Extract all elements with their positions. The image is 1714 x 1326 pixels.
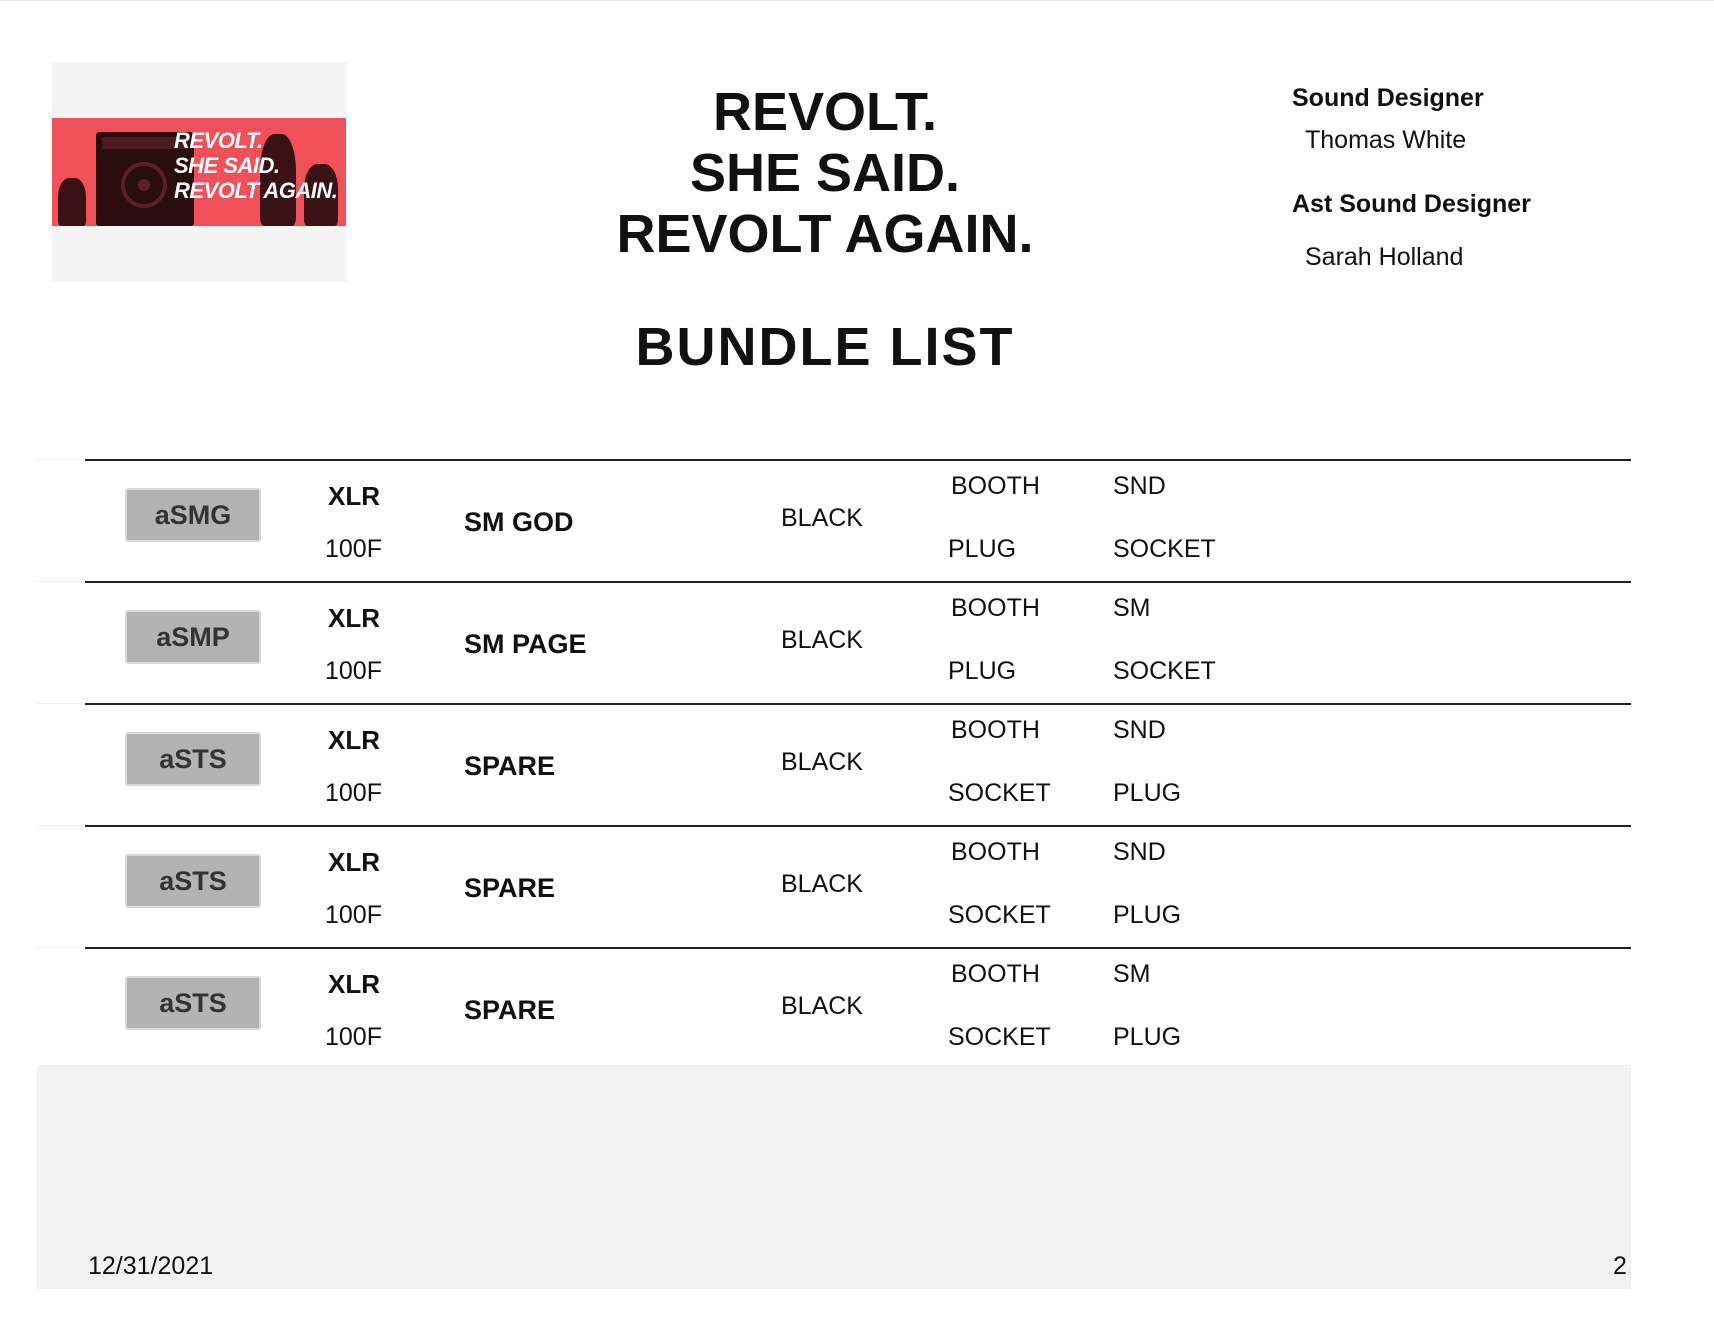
show-title <box>530 82 1120 265</box>
row-divider-fade <box>37 703 85 704</box>
from-connector: SOCKET <box>948 901 1051 929</box>
ast-sound-designer-label: Ast Sound Designer <box>1292 190 1531 218</box>
to-location: SND <box>1113 472 1166 500</box>
cable-length: 100F <box>325 1023 382 1051</box>
to-connector: SOCKET <box>1113 535 1216 563</box>
bundle-tag: aSTS <box>125 732 261 786</box>
table-row <box>0 459 1714 581</box>
cable-length: 100F <box>325 779 382 807</box>
from-connector: SOCKET <box>948 779 1051 807</box>
show-logo <box>52 62 346 282</box>
from-location: BOOTH <box>951 716 1040 744</box>
title-line: REVOLT AGAIN. <box>616 204 1034 264</box>
row-divider <box>85 947 1631 949</box>
from-location: BOOTH <box>951 472 1040 500</box>
title-line: SHE SAID. <box>689 143 961 203</box>
row-divider-fade <box>37 947 85 948</box>
ast-sound-designer-name: Sarah Holland <box>1305 243 1464 271</box>
cable-type: XLR <box>328 969 380 999</box>
table-row <box>0 581 1714 703</box>
logo-banner <box>52 118 346 226</box>
logo-text <box>174 128 337 203</box>
cable-length: 100F <box>325 657 382 685</box>
sound-designer-name: Thomas White <box>1305 126 1467 154</box>
from-location: BOOTH <box>951 838 1040 866</box>
from-location: BOOTH <box>951 594 1040 622</box>
page-number: 2 <box>1613 1252 1627 1280</box>
bundle-tag: aSTS <box>125 976 261 1030</box>
cable-color: BLACK <box>781 626 863 654</box>
bundle-tag: aSMP <box>125 610 261 664</box>
to-location: SM <box>1113 960 1151 988</box>
to-connector: PLUG <box>1113 1023 1182 1051</box>
row-divider-fade <box>37 459 85 460</box>
bundle-name: SPARE <box>464 995 556 1025</box>
top-rule <box>0 0 1714 1</box>
cable-length: 100F <box>325 901 382 929</box>
cable-color: BLACK <box>781 748 863 776</box>
logo-line: SHE SAID. <box>174 153 280 178</box>
row-divider-fade <box>37 825 85 826</box>
bundle-name: SM GOD <box>464 507 574 537</box>
logo-line: REVOLT. <box>174 128 263 153</box>
row-divider <box>85 703 1631 705</box>
to-location: SND <box>1113 838 1166 866</box>
from-location: BOOTH <box>951 960 1040 988</box>
bundle-name: SPARE <box>464 751 556 781</box>
bundle-name: SM PAGE <box>464 629 587 659</box>
to-connector: PLUG <box>1113 901 1182 929</box>
table-row <box>0 825 1714 947</box>
row-divider-fade <box>37 581 85 582</box>
cable-length: 100F <box>325 535 382 563</box>
cable-type: XLR <box>328 481 380 511</box>
cable-color: BLACK <box>781 992 863 1020</box>
from-connector: SOCKET <box>948 1023 1051 1051</box>
from-connector: PLUG <box>948 535 1017 563</box>
bundle-tag: aSMG <box>125 488 261 542</box>
table-row <box>0 947 1714 1069</box>
logo-line: REVOLT AGAIN. <box>174 178 338 203</box>
row-divider <box>85 581 1631 583</box>
bundle-name: SPARE <box>464 873 556 903</box>
speaker-cone-icon <box>121 162 167 208</box>
fist-icon <box>58 178 86 226</box>
cable-type: XLR <box>328 847 380 877</box>
to-location: SM <box>1113 594 1151 622</box>
to-connector: SOCKET <box>1113 657 1216 685</box>
cable-type: XLR <box>328 603 380 633</box>
to-connector: PLUG <box>1113 779 1182 807</box>
cable-color: BLACK <box>781 504 863 532</box>
table-row <box>0 703 1714 825</box>
sound-designer-label: Sound Designer <box>1292 84 1484 112</box>
cable-type: XLR <box>328 725 380 755</box>
cable-color: BLACK <box>781 870 863 898</box>
to-location: SND <box>1113 716 1166 744</box>
bundle-tag: aSTS <box>125 854 261 908</box>
page-title: BUNDLE LIST <box>635 317 1015 377</box>
title-line: REVOLT. <box>712 82 937 142</box>
row-divider <box>85 825 1631 827</box>
print-date: 12/31/2021 <box>88 1252 214 1280</box>
row-divider <box>85 459 1631 461</box>
from-connector: PLUG <box>948 657 1017 685</box>
page-footer-area <box>37 1065 1631 1289</box>
